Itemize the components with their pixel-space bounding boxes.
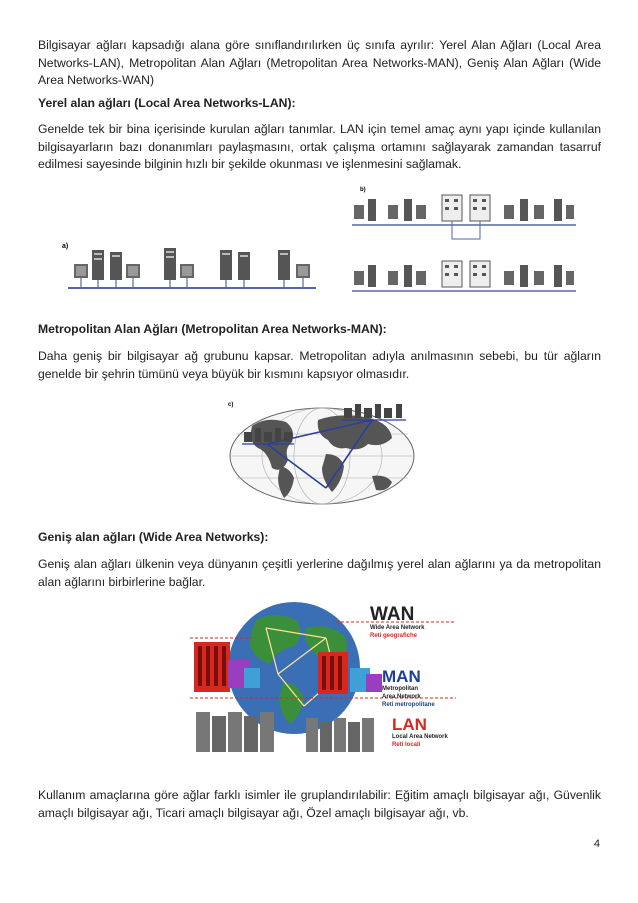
server-tower-icon [238, 252, 250, 288]
man-en-label-1: Metropolitan [382, 686, 418, 692]
lan-server-row-left [196, 712, 274, 752]
server-tower-icon [164, 248, 176, 288]
lan-figure-a [60, 238, 322, 304]
man-title: MAN [382, 667, 421, 686]
fig-a-label: a) [62, 243, 69, 250]
workstation-icon [296, 264, 310, 288]
intro-paragraph: Bilgisayar ağları kapsadığı alana göre sınıflandırılırken üç sınıfa ayrılır: Yerel Alan Ağları (Local Area Networks-LAN), Metropolitan Alan Ağları (Metropolitan Area Networks-MAN), Geniş Alan Ağları (Wide Area Networks-WAN) [38, 38, 601, 87]
fig-b-label: b) [360, 187, 366, 193]
wan-man-lan-diagram [186, 598, 466, 766]
server-tower-icon [278, 250, 290, 288]
diagram-legend [370, 604, 448, 748]
man-heading: Metropolitan Alan Ağları (Metropolitan Area Networks-MAN): [38, 322, 387, 336]
building-icon [442, 261, 462, 287]
wan-it-label: Reti geografiche [370, 633, 418, 639]
server-tower-icon [220, 250, 232, 288]
man-it-label: Reti metropolitane [382, 702, 435, 708]
server-tower-icon [92, 250, 104, 288]
wan-paragraph: Geniş alan ağları ülkenin veya dünyanın çeşitli yerlerine dağılmış yerel alan ağlarını ya da metropolitan alan ağlarını birbirlerine bağlar. [38, 557, 601, 589]
lan-figure-b [344, 183, 580, 303]
lan-title: LAN [392, 715, 427, 734]
building-icon [470, 195, 490, 221]
lan-heading: Yerel alan ağları (Local Area Networks-LAN): [38, 96, 296, 110]
wan-title: WAN [370, 604, 415, 625]
lan-server-row-right [306, 718, 374, 752]
building-icon [470, 261, 490, 287]
man-paragraph: Daha geniş bir bilgisayar ağ grubunu kapsar. Metropolitan adıyla anılmasının sebebi, bu tür ağların genelde bir şehrin tümünü veya büyük bir kısmını kapsıyor olmasıdır. [38, 349, 601, 381]
server-tower-icon [110, 252, 122, 288]
lan-segment-top [352, 195, 576, 239]
world-map-icon [230, 408, 414, 504]
workstation-icon [74, 264, 88, 288]
man-en-label-2: Area Network [382, 694, 421, 700]
page-number: 4 [593, 838, 600, 850]
outro-paragraph: Kullanım amaçlarına göre ağlar farklı isimler ile gruplandırılabilir: Eğitim amaçlı bilgisayar ağı, Güvenlik amaçlı bilgisayar ağı, Ticari amaçlı bilgisayar ağı, Özel amaçlı bilgisayar ağı, vb. [38, 788, 601, 820]
lan-en-label: Local Area Network [392, 734, 448, 740]
building-icon [442, 195, 462, 221]
wan-en-label: Wide Area Network [370, 625, 425, 631]
fig-c-label: c) [228, 402, 234, 408]
wan-heading: Geniş alan ağları (Wide Area Networks): [38, 530, 269, 544]
man-figure-c [222, 396, 420, 510]
lan-it-label: Reti locali [392, 742, 421, 748]
workstation-icon [180, 264, 194, 288]
workstation-icon [126, 264, 140, 288]
lan-segment-bottom [352, 261, 576, 291]
lan-paragraph: Genelde tek bir bina içerisinde kurulan ağları tanımlar. LAN için temel amaç aynı yapı içinde kullanılan bilgisayarların bazı donanımları paylaşmasını, ortak çalışma ortamını sağlayarak zamandan tasarruf edilmesi sayesinde bilginin hızlı bir şekilde okunması ve işlenmesini sağlamak. [38, 122, 601, 171]
